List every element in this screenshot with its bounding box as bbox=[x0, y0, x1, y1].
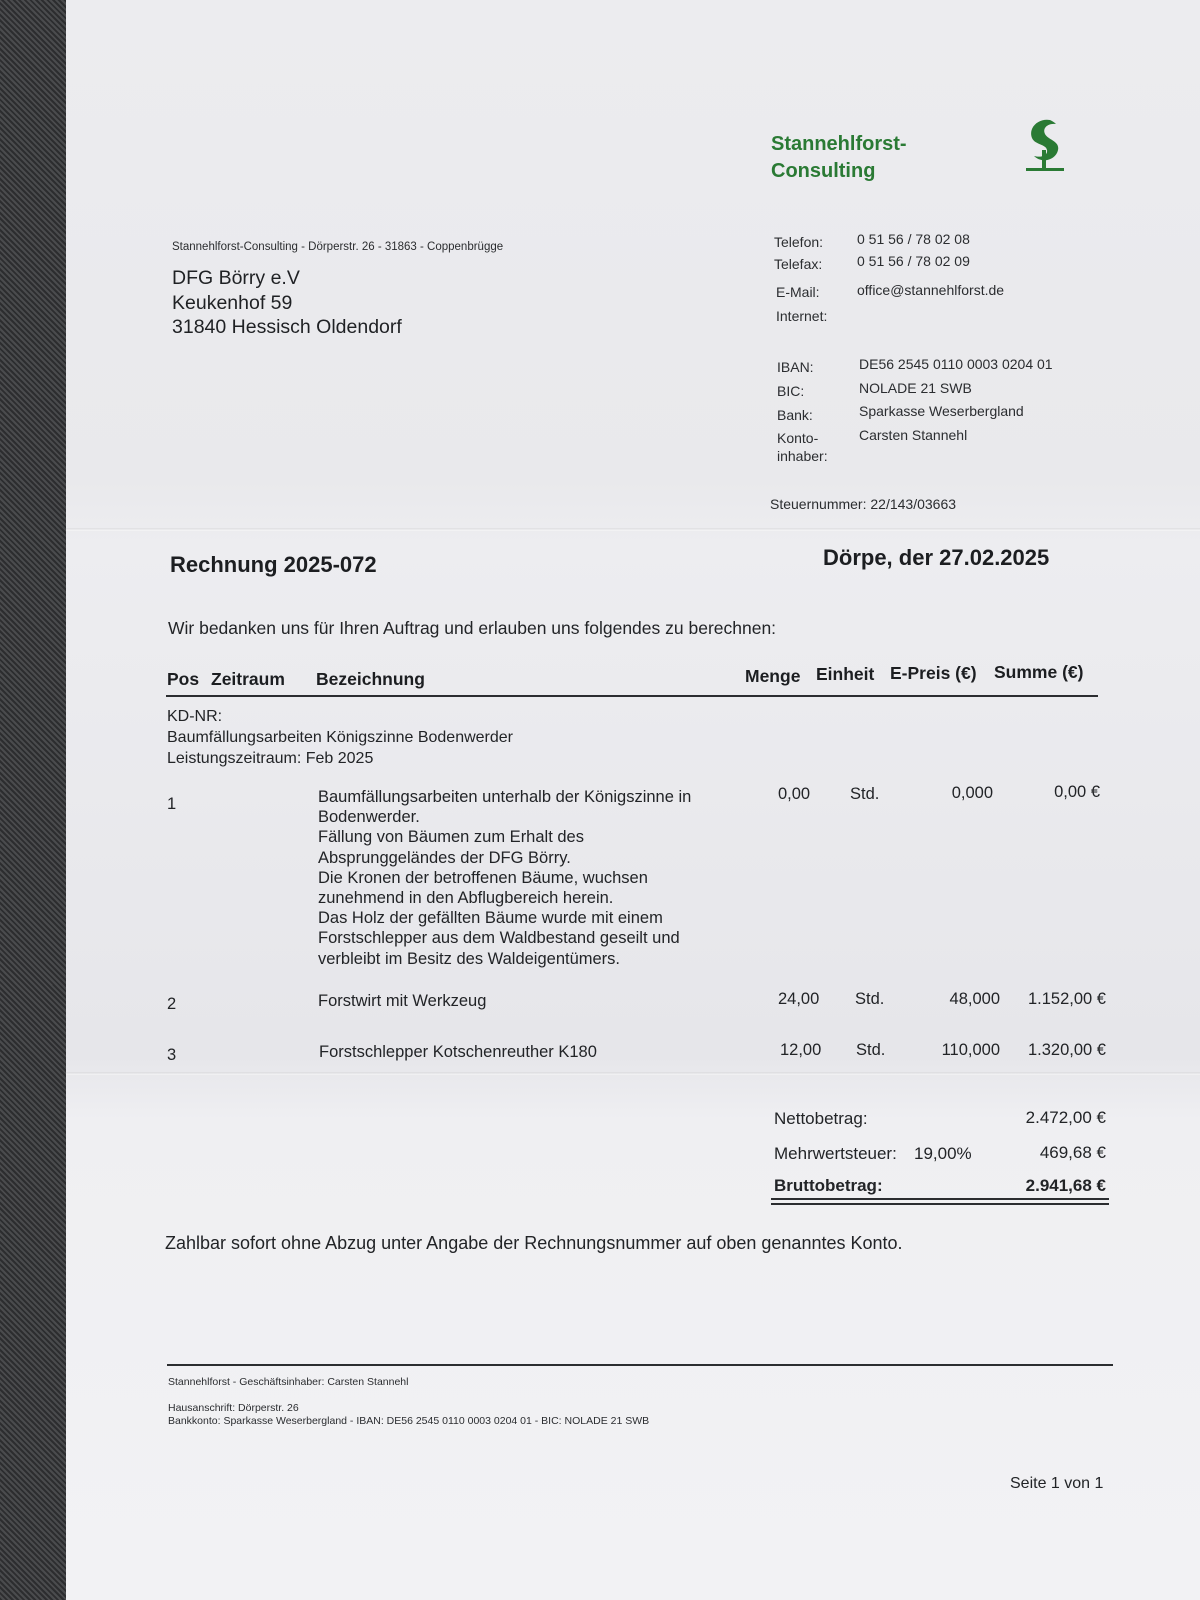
row-1-description bbox=[318, 787, 738, 969]
bank-label: Bank: bbox=[777, 407, 813, 423]
row-1-desc-line: Forstschlepper aus dem Waldbestand geseilt und bbox=[318, 929, 680, 948]
row-1-desc-line: Baumfällungsarbeiten unterhalb der Königszinne in bbox=[318, 788, 692, 806]
footer-rule bbox=[167, 1364, 1113, 1366]
row-2-menge: 24,00 bbox=[778, 990, 820, 1008]
company-name-line: Stannehlforst- bbox=[771, 133, 907, 155]
netto-label: Nettobetrag: bbox=[774, 1109, 868, 1128]
footer-bank: Bankkonto: Sparkasse Weserbergland - IBAN: DE56 2545 0110 0003 0204 01 - BIC: NOLADE 21 SWB bbox=[168, 1415, 650, 1427]
page-number: Seite 1 von 1 bbox=[1010, 1475, 1104, 1492]
row-1-menge: 0,00 bbox=[778, 785, 811, 803]
netto-value: 2.472,00 € bbox=[1025, 1108, 1106, 1127]
tax-number: Steuernummer: 22/143/03663 bbox=[770, 496, 957, 512]
recipient-address bbox=[172, 266, 402, 340]
telefax-label: Telefax: bbox=[774, 256, 823, 272]
row-1-desc-line: Die Kronen der betroffenen Bäume, wuchsen bbox=[318, 868, 648, 887]
telefon-value: 0 51 56 / 78 02 08 bbox=[857, 231, 970, 247]
row-2-pos: 2 bbox=[167, 995, 177, 1013]
row-1-desc-line: Fällung von Bäumen zum Erhalt des bbox=[318, 828, 584, 847]
row-1-einheit: Std. bbox=[850, 785, 880, 803]
row-3-menge: 12,00 bbox=[780, 1041, 822, 1059]
holder-value: Carsten Stannehl bbox=[859, 427, 968, 443]
row-2-summe: 1.152,00 € bbox=[1028, 990, 1106, 1008]
email-link[interactable]: office@stannehlforst.de bbox=[857, 282, 1005, 298]
recipient-city: 31840 Hessisch Oldendorf bbox=[172, 316, 402, 338]
bic-label: BIC: bbox=[777, 383, 805, 399]
iban-label: IBAN: bbox=[777, 359, 814, 375]
col-einheit: Einheit bbox=[816, 664, 875, 684]
iban-value: DE56 2545 0110 0003 0204 01 bbox=[859, 356, 1053, 372]
customer-number: KD-NR: bbox=[167, 708, 223, 725]
invoice-date: Dörpe, der 27.02.2025 bbox=[823, 545, 1050, 570]
company-name-line: Consulting bbox=[771, 160, 876, 182]
mwst-rate: 19,00% bbox=[914, 1144, 972, 1163]
row-3-description: Forstschlepper Kotschenreuther K180 bbox=[319, 1043, 597, 1061]
row-1-desc-line: verbleibt im Besitz des Waldeigentümers. bbox=[318, 949, 621, 968]
col-menge: Menge bbox=[745, 666, 801, 686]
mwst-value: 469,68 € bbox=[1039, 1143, 1106, 1162]
tree-logo-icon bbox=[1020, 114, 1068, 174]
brutto-label: Bruttobetrag: bbox=[774, 1176, 883, 1195]
bank-value: Sparkasse Weserbergland bbox=[859, 403, 1024, 419]
header-rule bbox=[166, 695, 1098, 697]
company-name bbox=[771, 131, 971, 185]
col-pos: Pos bbox=[167, 669, 200, 689]
row-2-einheit: Std. bbox=[855, 990, 885, 1008]
row-3-einheit: Std. bbox=[856, 1041, 886, 1059]
paper-fold bbox=[66, 528, 1200, 531]
row-1-desc-line: Das Holz der gefällten Bäume wurde mit einem bbox=[318, 909, 663, 928]
payment-note: Zahlbar sofort ohne Abzug unter Angabe der Rechnungsnummer auf oben genanntes Konto. bbox=[165, 1233, 903, 1253]
col-zeitraum: Zeitraum bbox=[211, 669, 285, 689]
invoice-title: Rechnung 2025-072 bbox=[170, 552, 377, 577]
row-2-epreis: 48,000 bbox=[949, 990, 1000, 1008]
background-fabric bbox=[0, 0, 70, 1600]
invoice-intro: Wir bedanken uns für Ihren Auftrag und erlauben uns folgendes zu berechnen: bbox=[168, 618, 777, 638]
internet-label: Internet: bbox=[776, 308, 828, 324]
row-3-pos: 3 bbox=[167, 1046, 177, 1064]
row-3-summe: 1.320,00 € bbox=[1028, 1041, 1106, 1059]
row-1-summe: 0,00 € bbox=[1054, 783, 1100, 801]
brutto-value: 2.941,68 € bbox=[1025, 1176, 1106, 1195]
recipient-street: Keukenhof 59 bbox=[172, 291, 293, 314]
row-1-desc-line: zunehmend in den Abflugbereich herein. bbox=[318, 889, 614, 908]
row-1-desc-line: Absprunggeländes der DFG Börry. bbox=[318, 848, 571, 867]
bic-value: NOLADE 21 SWB bbox=[859, 380, 972, 396]
order-info-block bbox=[167, 706, 513, 769]
mwst-label: Mehrwertsteuer: bbox=[774, 1144, 897, 1163]
sender-return-address: Stannehlforst-Consulting - Dörperstr. 26 - 31863 - Coppenbrügge bbox=[172, 241, 504, 253]
total-double-rule bbox=[771, 1198, 1109, 1200]
row-2-description: Forstwirt mit Werkzeug bbox=[318, 992, 487, 1010]
row-1-epreis: 0,000 bbox=[951, 784, 993, 802]
recipient-name: DFG Börry e.V bbox=[172, 267, 300, 289]
telefax-value: 0 51 56 / 78 02 09 bbox=[857, 253, 970, 269]
row-3-epreis: 110,000 bbox=[941, 1041, 1000, 1059]
footer-owner: Stannehlforst - Geschäftsinhaber: Carsten Stannehl bbox=[168, 1376, 409, 1388]
telefon-label: Telefon: bbox=[774, 234, 824, 250]
order-description: Baumfällungsarbeiten Königszinne Bodenwerder bbox=[167, 729, 513, 746]
row-1-pos: 1 bbox=[167, 795, 177, 813]
col-summe: Summe (€) bbox=[994, 662, 1084, 682]
col-bezeichnung: Bezeichnung bbox=[316, 669, 425, 689]
email-label: E-Mail: bbox=[776, 284, 820, 300]
total-double-rule bbox=[771, 1203, 1109, 1205]
holder-label: inhaber: bbox=[777, 448, 828, 464]
service-period: Leistungszeitraum: Feb 2025 bbox=[167, 750, 374, 767]
holder-label: Konto- bbox=[777, 430, 819, 446]
col-epreis: E-Preis (€) bbox=[890, 663, 977, 683]
paper-fold bbox=[66, 1072, 1200, 1075]
row-1-desc-line: Bodenwerder. bbox=[318, 808, 420, 827]
footer-address: Hausanschrift: Dörperstr. 26 bbox=[168, 1402, 299, 1414]
